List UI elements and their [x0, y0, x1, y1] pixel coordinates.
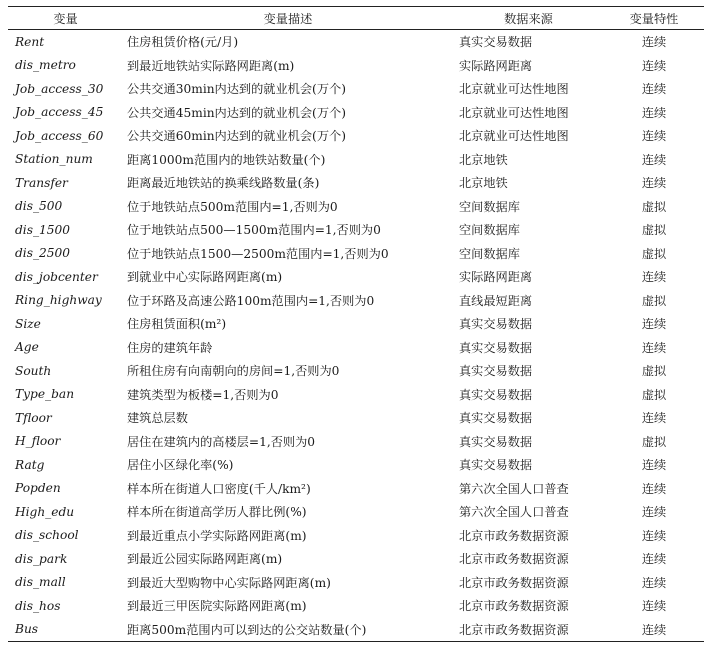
- cell-source: 北京就业可达性地图: [459, 105, 569, 120]
- cell-property: 虚拟: [641, 364, 667, 379]
- cell-variable: Size: [15, 316, 41, 331]
- cell-description: 距离500m范围内可以到达的公交站数量(个): [127, 622, 367, 637]
- cell-property: 连续: [641, 317, 667, 332]
- cell-variable: dis_park: [15, 551, 68, 566]
- cell-variable: Age: [15, 340, 39, 355]
- cell-source: 北京市政务数据资源: [459, 552, 569, 567]
- cell-property: 虚拟: [641, 223, 667, 238]
- cell-variable: Transfer: [15, 175, 68, 190]
- cell-description: 位于环路及高速公路100m范围内=1,否则为0: [127, 293, 375, 308]
- table-row: [8, 101, 704, 125]
- cell-variable: dis_1500: [15, 222, 71, 237]
- table-row: [8, 547, 704, 571]
- table-body: [8, 30, 704, 642]
- header-row: [8, 7, 704, 30]
- cell-property: 连续: [641, 82, 667, 97]
- cell-variable: dis_school: [15, 528, 79, 543]
- cell-description: 所租住房有向南朝向的房间=1,否则为0: [127, 364, 340, 379]
- table-row: [8, 265, 704, 289]
- cell-variable: Bus: [15, 622, 39, 637]
- cell-source: 第六次全国人口普查: [459, 505, 569, 520]
- cell-variable: Rent: [15, 34, 45, 49]
- cell-description: 位于地铁站点500m范围内=1,否则为0: [127, 199, 338, 214]
- cell-description: 到最近重点小学实际路网距离(m): [127, 528, 307, 543]
- cell-description: 住房租赁面积(m²): [127, 317, 227, 332]
- cell-property: 虚拟: [641, 434, 667, 449]
- header-source: 数据来源: [504, 11, 553, 26]
- cell-source: 北京地铁: [459, 176, 508, 191]
- cell-description: 到最近地铁站实际路网距离(m): [127, 58, 295, 73]
- cell-variable: Ratg: [15, 457, 45, 472]
- cell-property: 连续: [641, 575, 667, 590]
- table-header: [8, 7, 704, 30]
- table-row: [8, 171, 704, 195]
- cell-property: 连续: [641, 152, 667, 167]
- cell-description: 到就业中心实际路网距离(m): [127, 270, 283, 285]
- table-row: [8, 500, 704, 524]
- table-row: [8, 430, 704, 454]
- cell-variable: Popden: [15, 481, 61, 496]
- cell-description: 住房租赁价格(元/月): [127, 35, 239, 50]
- table-row: [8, 594, 704, 618]
- cell-source: 直线最短距离: [459, 293, 533, 308]
- cell-source: 北京市政务数据资源: [459, 599, 569, 614]
- cell-property: 连续: [641, 552, 667, 567]
- table-row: [8, 54, 704, 78]
- cell-description: 公共交通30min内达到的就业机会(万个): [127, 82, 346, 97]
- cell-property: 连续: [641, 129, 667, 144]
- table-row: [8, 242, 704, 266]
- table-row: [8, 524, 704, 548]
- cell-source: 空间数据库: [459, 223, 520, 238]
- cell-description: 住房的建筑年龄: [127, 340, 213, 355]
- cell-description: 居住在建筑内的高楼层=1,否则为0: [127, 434, 316, 449]
- cell-description: 公共交通45min内达到的就业机会(万个): [127, 105, 346, 120]
- table-row: [8, 359, 704, 383]
- cell-variable: Ring_highway: [15, 293, 102, 308]
- cell-description: 距离最近地铁站的换乘线路数量(条): [127, 176, 320, 191]
- cell-variable: Job_access_45: [15, 105, 104, 120]
- cell-source: 真实交易数据: [459, 387, 533, 402]
- cell-variable: High_edu: [15, 504, 75, 519]
- cell-property: 连续: [641, 411, 667, 426]
- table-row: [8, 124, 704, 148]
- cell-property: 虚拟: [641, 199, 667, 214]
- cell-variable: dis_2500: [15, 246, 71, 261]
- table-row: [8, 383, 704, 407]
- cell-source: 北京就业可达性地图: [459, 82, 569, 97]
- header-description: 变量描述: [263, 11, 313, 26]
- cell-source: 实际路网距离: [459, 270, 533, 285]
- table-row: [8, 571, 704, 595]
- table-row: [8, 218, 704, 242]
- cell-description: 位于地铁站点1500—2500m范围内=1,否则为0: [127, 246, 389, 261]
- cell-description: 建筑总层数: [127, 411, 188, 426]
- cell-description: 到最近三甲医院实际路网距离(m): [127, 599, 307, 614]
- cell-property: 连续: [641, 35, 667, 50]
- cell-variable: Tfloor: [15, 410, 52, 425]
- cell-property: 连续: [641, 622, 667, 637]
- cell-property: 连续: [641, 176, 667, 191]
- cell-description: 到最近公园实际路网距离(m): [127, 552, 283, 567]
- table-row: [8, 453, 704, 477]
- cell-variable: dis_mall: [15, 575, 66, 590]
- table-row: [8, 312, 704, 336]
- cell-description: 样本所在街道高学历人群比例(%): [127, 505, 307, 520]
- cell-source: 空间数据库: [459, 246, 520, 261]
- cell-variable: Job_access_30: [15, 81, 104, 96]
- cell-variable: South: [15, 363, 52, 378]
- cell-variable: dis_hos: [15, 598, 61, 613]
- cell-property: 连续: [641, 481, 667, 496]
- cell-source: 北京就业可达性地图: [459, 129, 569, 144]
- cell-variable: H_floor: [15, 434, 61, 449]
- cell-variable: Type_ban: [15, 387, 75, 402]
- cell-source: 真实交易数据: [459, 434, 533, 449]
- cell-property: 连续: [641, 599, 667, 614]
- cell-source: 北京市政务数据资源: [459, 622, 569, 637]
- cell-source: 北京地铁: [459, 152, 508, 167]
- cell-description: 样本所在街道人口密度(千人/km²): [127, 481, 311, 496]
- cell-description: 居住小区绿化率(%): [127, 458, 234, 473]
- cell-source: 真实交易数据: [459, 458, 533, 473]
- table-row: [8, 148, 704, 172]
- cell-description: 到最近大型购物中心实际路网距离(m): [127, 575, 331, 590]
- cell-source: 北京市政务数据资源: [459, 575, 569, 590]
- cell-variable: dis_500: [15, 199, 63, 214]
- cell-source: 空间数据库: [459, 199, 520, 214]
- table-row: [8, 618, 704, 642]
- table-row: [8, 289, 704, 313]
- cell-source: 第六次全国人口普查: [459, 481, 569, 496]
- cell-property: 连续: [641, 340, 667, 355]
- variable-table: [8, 6, 704, 642]
- cell-property: 连续: [641, 528, 667, 543]
- cell-variable: dis_metro: [15, 58, 76, 73]
- cell-property: 连续: [641, 505, 667, 520]
- cell-variable: dis_jobcenter: [15, 269, 98, 284]
- cell-description: 位于地铁站点500—1500m范围内=1,否则为0: [127, 223, 381, 238]
- table-row: [8, 195, 704, 219]
- cell-source: 真实交易数据: [459, 317, 533, 332]
- table-row: [8, 30, 704, 54]
- table-row: [8, 477, 704, 501]
- cell-property: 连续: [641, 270, 667, 285]
- table-row: [8, 336, 704, 360]
- variable-table-container: [8, 6, 704, 642]
- cell-property: 连续: [641, 458, 667, 473]
- cell-property: 虚拟: [641, 293, 667, 308]
- cell-source: 真实交易数据: [459, 364, 533, 379]
- header-variable: 变量: [53, 11, 78, 26]
- cell-property: 连续: [641, 105, 667, 120]
- cell-property: 虚拟: [641, 387, 667, 402]
- cell-source: 真实交易数据: [459, 35, 533, 50]
- cell-source: 北京市政务数据资源: [459, 528, 569, 543]
- cell-source: 真实交易数据: [459, 411, 533, 426]
- cell-source: 真实交易数据: [459, 340, 533, 355]
- cell-property: 虚拟: [641, 246, 667, 261]
- cell-variable: Station_num: [15, 152, 93, 167]
- cell-source: 实际路网距离: [459, 58, 533, 73]
- cell-description: 公共交通60min内达到的就业机会(万个): [127, 129, 346, 144]
- cell-property: 连续: [641, 58, 667, 73]
- table-row: [8, 77, 704, 101]
- table-row: [8, 406, 704, 430]
- cell-description: 建筑类型为板楼=1,否则为0: [127, 387, 279, 402]
- cell-variable: Job_access_60: [15, 128, 104, 143]
- header-property: 变量特性: [629, 11, 679, 26]
- cell-description: 距离1000m范围内的地铁站数量(个): [127, 152, 326, 167]
